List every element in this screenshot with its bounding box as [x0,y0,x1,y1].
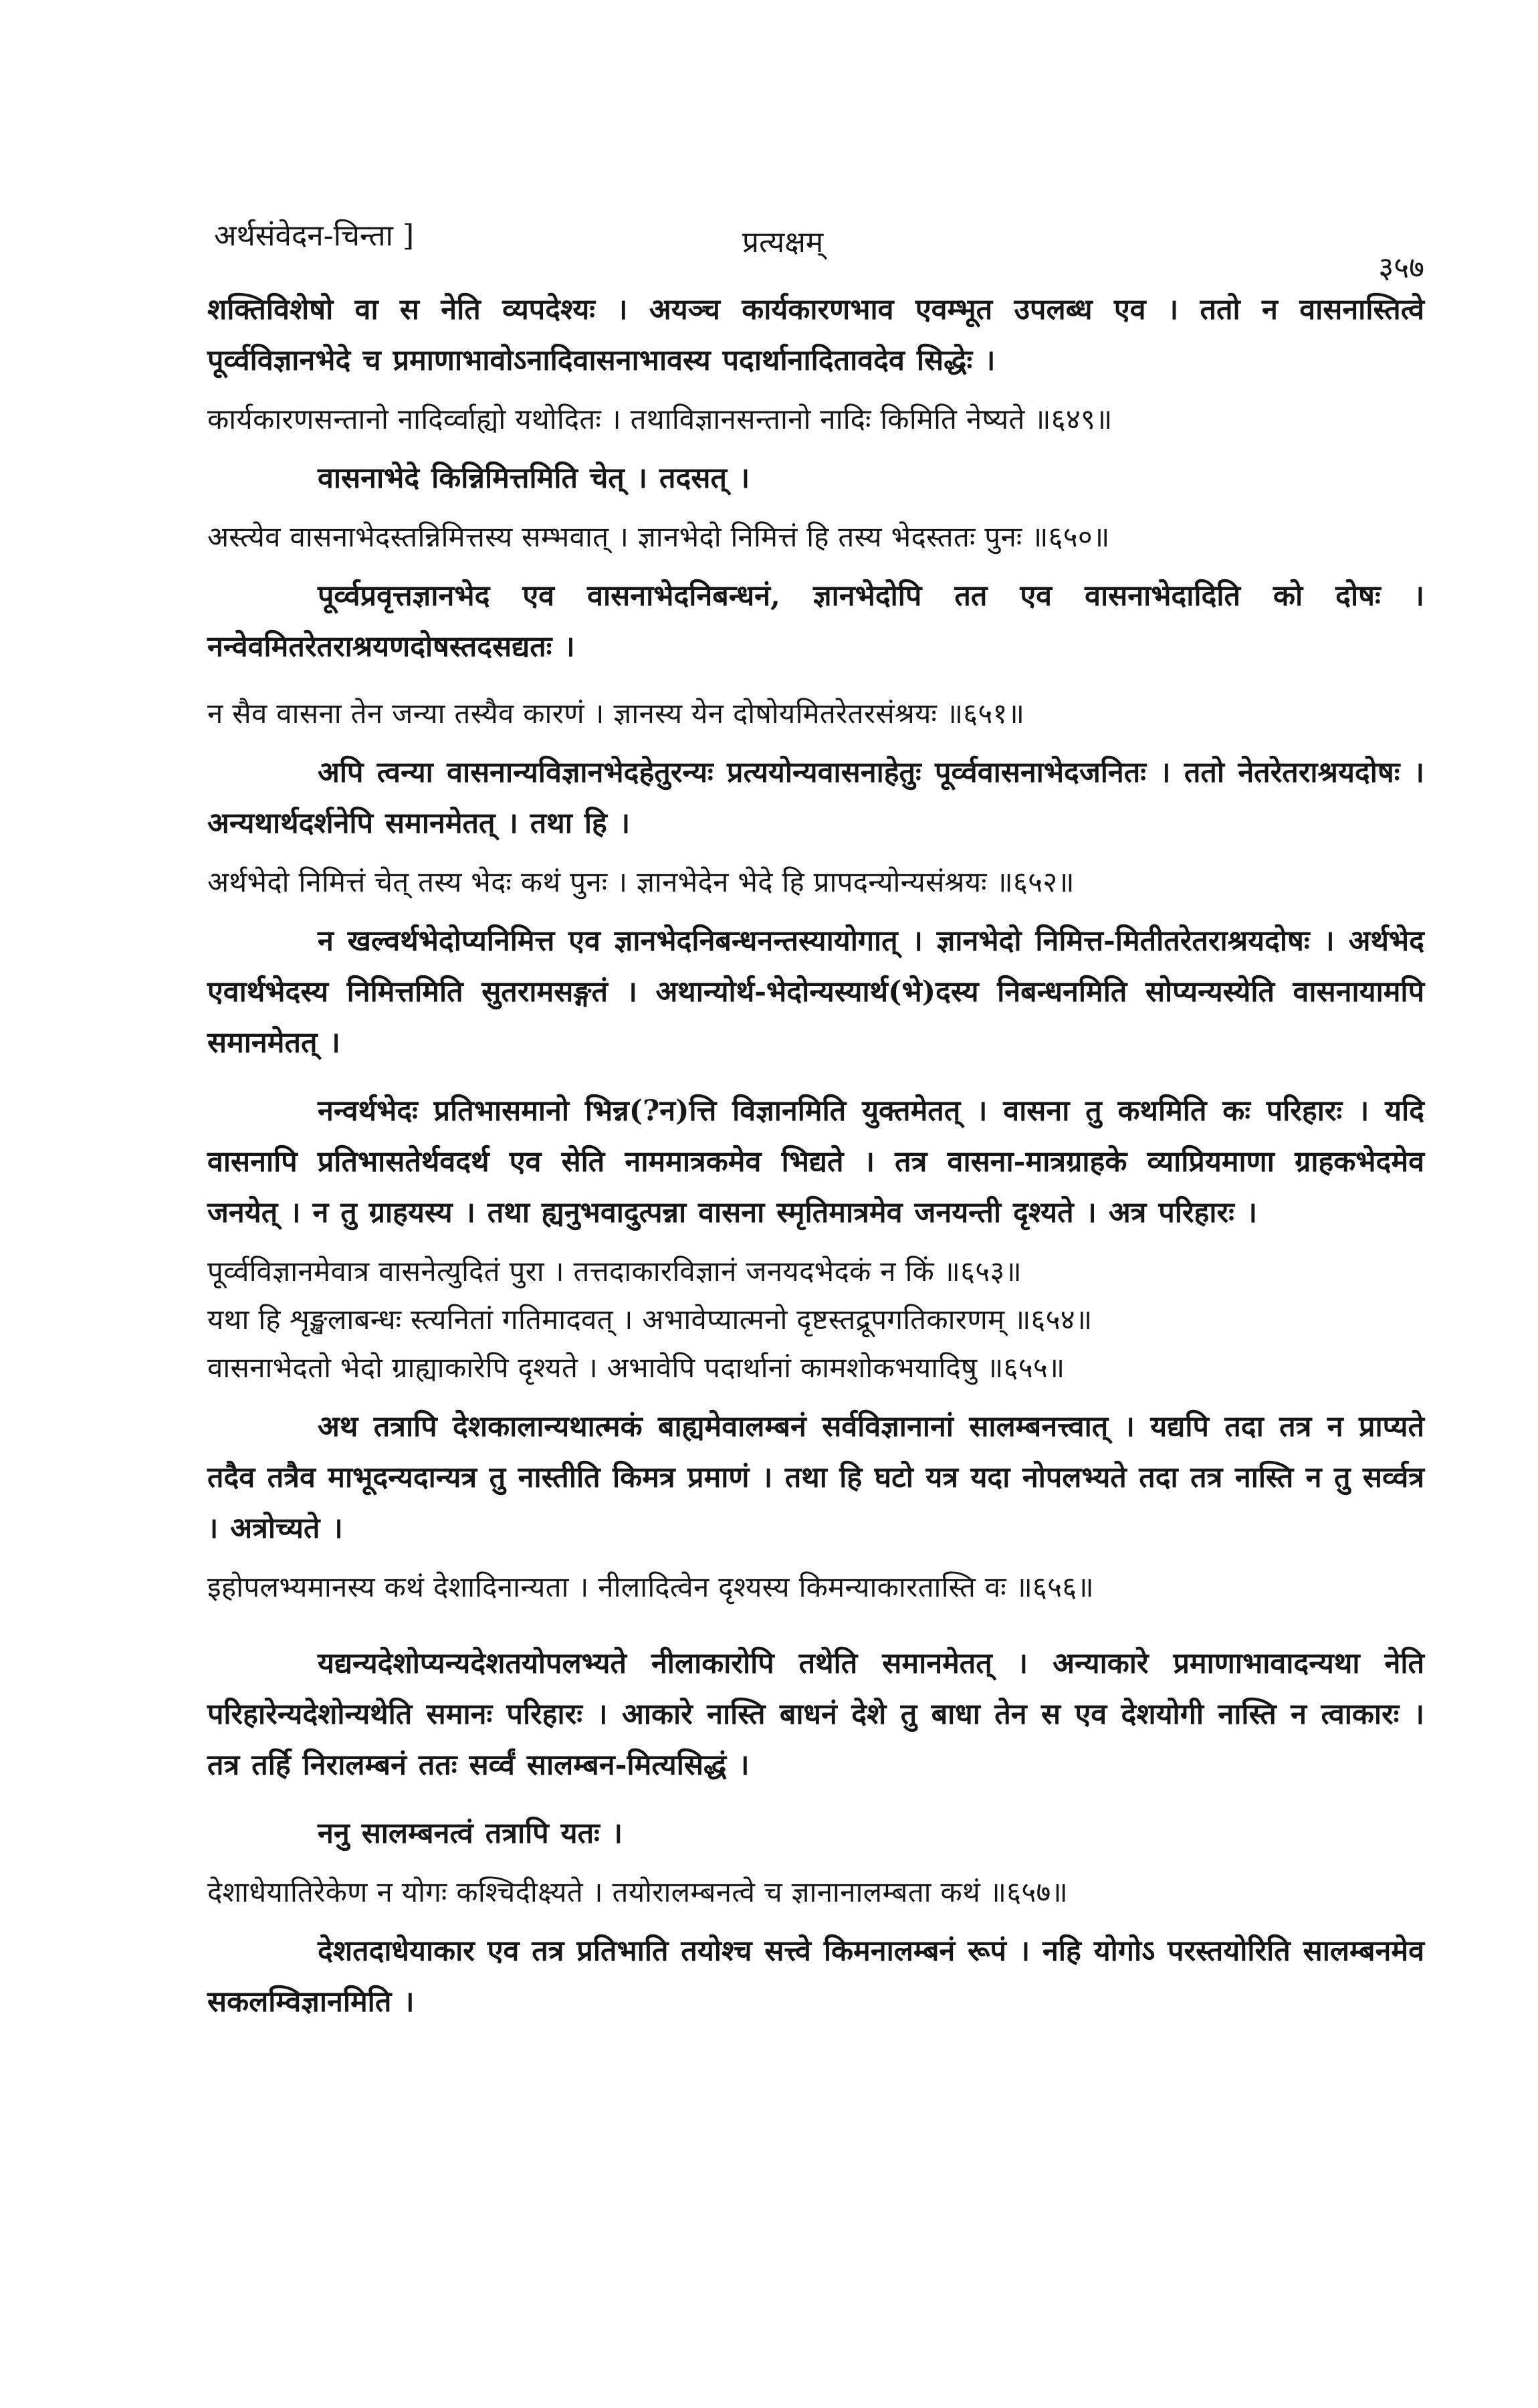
verse-657: देशाधेयातिरेकेण न योगः कश्चिदीक्ष्यते । तयोरालम्बनत्वे च ज्ञानानालम्बता कथं ॥६५७॥ [207,1876,1069,1908]
verse-655: वासनाभेदतो भेदो ग्राह्याकारेपि दृश्यते । अभावेपि पदार्थानां कामशोकभयादिषु ॥६५५॥ [207,1351,1065,1384]
running-chapter-title: प्रत्यक्षम् [742,225,824,260]
prose-paragraph: नन्वर्थभेदः प्रतिभासमानो भिन्न(?न)त्ति विज्ञानमिति युक्तमेतत् । वासना तु कथमिति कः परिहारः । यदि वासनापि प्रतिभासतेर्थवदर्थ एव सेति नाममात्रकमेव भिद्यते । तत्र वासना-मात्रग्राहके व्याप्रियमाणा ग्राहकभेदमेव जनयेत् । न तु ग्राहयस्य । तथा ह्यनुभवादुत्पन्ना वासना स्मृतिमात्रमेव जनयन्ती दृश्यते । अत्र परिहारः । [207,1094,1424,1229]
prose-paragraph: वासनाभेदे किन्निमित्तमिति चेत् । तदसत् । [318,462,750,495]
prose-paragraph: ननु सालम्बनत्वं तत्रापि यतः । [318,1817,623,1850]
verse-654: यथा हि शृङ्खलाबन्धः स्त्यनितां गतिमादवत् । अभावेप्यात्मनो दृष्टस्तद्रूपगतिकारणम् ॥६५४॥ [207,1303,1093,1336]
verse-649: कार्यकारणसन्तानो नादिर्व्वाह्यो यथोदितः । तथाविज्ञानसन्तानो नादिः किमिति नेष्यते ॥६४९॥ [207,403,1113,435]
prose-paragraph: देशतदाधेयाकार एव तत्र प्रतिभाति तयोश्च सत्त्वे किमनालम्बनं रूपं । नहि योगोऽ परस्तयोरिति सालम्बनमेव सकलम्विज्ञानमिति । [207,1934,1424,2019]
verse-652: अर्थभेदो निमित्तं चेत् तस्य भेदः कथं पुनः । ज्ञानभेदेन भेदे हि प्रापदन्योन्यसंश्रयः ॥६५२॥ [207,866,1075,898]
prose-paragraph: यद्यन्यदेशोप्यन्यदेशतयोपलभ्यते नीलाकारोपि तथेति समानमेतत् । अन्याकारे प्रमाणाभावादन्यथा नेति परिहारेन्यदेशोन्यथेति समानः परिहारः । आकारे नास्ति बाधनं देशे तु बाधा तेन स एव देशयोगी नास्ति न त्वाकारः । तत्र तर्हि निरालम्बनं ततः सर्व्वं सालम्बन-मित्यसिद्धं । [207,1647,1424,1782]
prose-paragraph: पूर्व्वप्रवृत्तज्ञानभेद एव वासनाभेदनिबन्धनं, ज्ञानभेदोपि तत एव वासनाभेदादिति को दोषः । नन्वेवमितरेतराश्रयणदोषस्तदसद्यतः । [207,579,1424,664]
running-section-title: अर्थसंवेदन-चिन्ता ] [214,219,415,253]
verse-651: न सैव वासना तेन जन्या तस्यैव कारणं । ज्ञानस्य येन दोषोयमितरेतरसंश्रयः ॥६५१॥ [207,697,1025,730]
prose-paragraph: अपि त्वन्या वासनान्यविज्ञानभेदहेतुरन्यः प्रत्ययोन्यवासनाहेतुः पूर्व्ववासनाभेदजनितः । ततो नेतरेतराश्रयदोषः । अन्यथार्थदर्शनेपि समानमेतत् । तथा हि । [207,756,1424,840]
page-number: ३५७ [1378,251,1424,285]
verse-653: पूर्व्वविज्ञानमेवात्र वासनेत्युदितं पुरा । तत्तदाकारविज्ञानं जनयदभेदकं न किं ॥६५३॥ [207,1255,1022,1288]
prose-paragraph: शक्तिविशेषो वा स नेति व्यपदेश्यः । अयञ्च कार्यकारणभाव एवम्भूत उपलब्ध एव । ततो न वासनास्तित्वे पूर्व्वविज्ञानभेदे च प्रमाणाभावोऽनादिवासनाभावस्य पदार्थानादितावदेव सिद्धेः । [207,293,1424,377]
page-header [214,214,1424,285]
prose-paragraph: न खल्वर्थभेदोप्यनिमित्त एव ज्ञानभेदनिबन्धनन्तस्यायोगात् । ज्ञानभेदो निमित्त-मितीतरेतराश्रयदोषः । अर्थभेद एवार्थभेदस्य निमित्तमिति सुतरामसङ्गतं । अथान्योर्थ-भेदोन्यस्यार्थ(भे)दस्य निबन्धनमिति सोप्यन्यस्येति वासनायामपि समानमेतत् । [207,924,1424,1060]
verse-650: अस्त्येव वासनाभेदस्तन्निमित्तस्य सम्भवात् । ज्ञानभेदो निमित्तं हि तस्य भेदस्ततः पुनः ॥६५०॥ [207,520,1110,553]
prose-paragraph: अथ तत्रापि देशकालान्यथात्मकं बाह्यमेवालम्बनं सर्वविज्ञानानां सालम्बनत्त्वात् । यद्यपि तदा तत्र न प्राप्यते तदैव तत्रैव माभूदन्यदान्यत्र तु नास्तीति किमत्र प्रमाणं । तथा हि घटो यत्र यदा नोपलभ्यते तदा तत्र नास्ति न तु सर्व्वत्र । अत्रोच्यते । [207,1410,1424,1545]
verse-656: इहोपलभ्यमानस्य कथं देशादिनान्यता । नीलादित्वेन दृश्यस्य किमन्याकारतास्ति वः ॥६५६॥ [207,1571,1094,1603]
page-body [207,284,1424,2027]
